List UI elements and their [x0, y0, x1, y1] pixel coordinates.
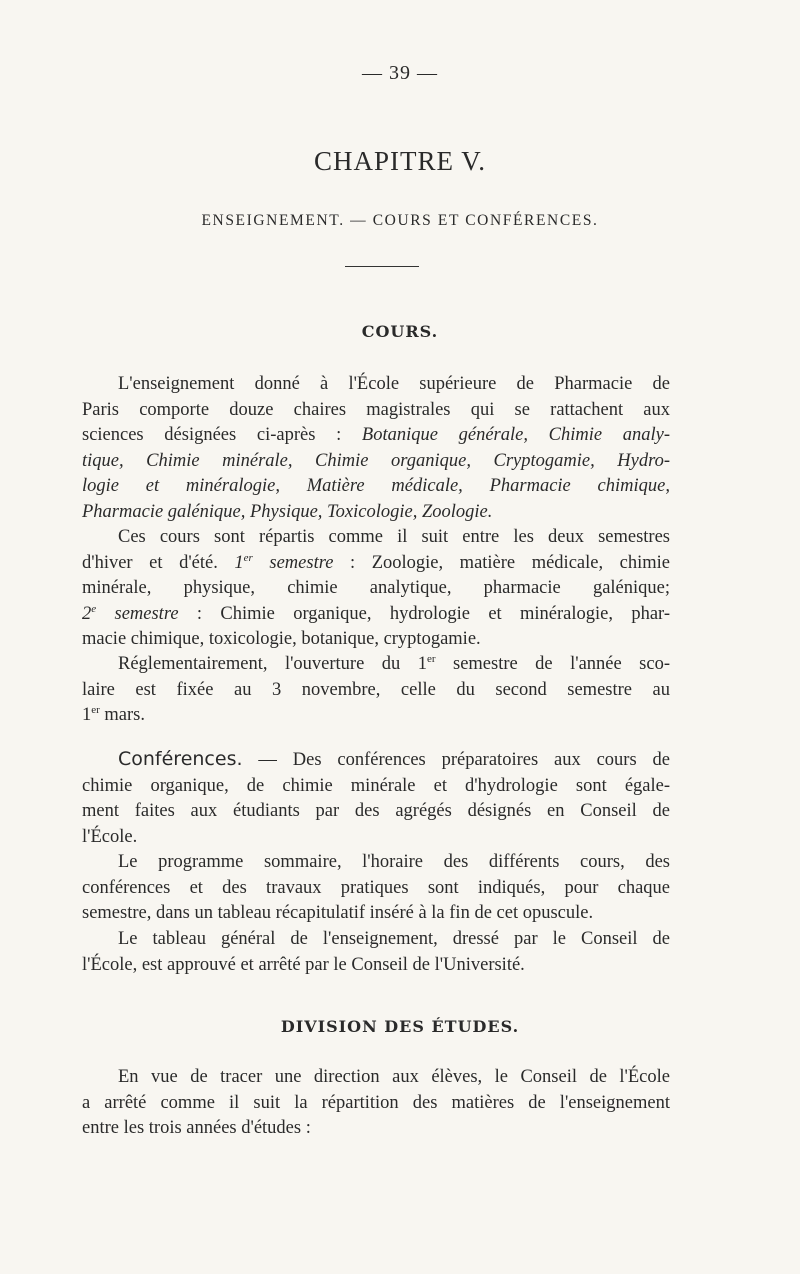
heading-division-des-etudes: DIVISION DES ÉTUDES.: [280, 1017, 520, 1036]
text-line: L'enseignement donné à l'École supérieure de Pharmacie de: [118, 374, 670, 394]
heading-cours: COURS.: [361, 322, 439, 341]
page-number: — 39 —: [362, 62, 438, 84]
text-line: chimie organique, de chimie minérale et d'hydrologie sont égale-: [82, 775, 670, 796]
separator-rule: [345, 266, 419, 267]
chapter-subtitle: ENSEIGNEMENT. — COURS ET CONFÉRENCES.: [201, 212, 599, 229]
text-line: Le tableau général de l'enseignement, dressé par le Conseil de: [118, 929, 670, 949]
chapter-title: CHAPITRE V.: [313, 146, 487, 176]
text-line: logie et minéralogie, Matière médicale, Pharmacie chimique,: [82, 476, 670, 497]
conferences-paragraph-1: [82, 747, 670, 850]
conferences-paragraph-2: [82, 850, 670, 927]
text-line: 2e semestre : Chimie organique, hydrologie et minéralogie, phar-: [82, 602, 671, 624]
heading-conferences: Conférences.: [118, 748, 243, 770]
text-line: a arrêté comme il suit la répartition des matières de l'enseignement: [82, 1092, 670, 1113]
text-line: ment faites aux étudiants par des agrégés désignés en Conseil de: [82, 801, 670, 822]
text-line: Le programme sommaire, l'horaire des différents cours, des: [118, 852, 670, 872]
cours-paragraph-3: [82, 652, 670, 729]
text-line: l'École, est approuvé et arrêté par le Conseil de l'Université.: [82, 954, 525, 975]
text-line: tique, Chimie minérale, Chimie organique, Cryptogamie, Hydro-: [82, 450, 670, 471]
text-line: l'École.: [82, 826, 138, 847]
text-line: d'hiver et d'été. 1er semestre : Zoologie, matière médicale, chimie: [82, 551, 670, 573]
cours-paragraph-2: [82, 525, 670, 653]
text-line: conférences et des travaux pratiques sont indiqués, pour chaque: [82, 877, 670, 898]
text-line: Paris comporte douze chaires magistrales qui se rattachent aux: [82, 399, 670, 420]
text-line: macie chimique, toxicologie, botanique, cryptogamie.: [82, 629, 481, 650]
cours-paragraph-1: [82, 372, 670, 526]
text-line: laire est fixée au 3 novembre, celle du second semestre au: [82, 679, 670, 700]
text-line: sciences désignées ci-après : Botanique générale, Chimie analy-: [82, 425, 671, 446]
text-line: Conférences. — Des conférences préparatoires aux cours de: [118, 748, 670, 770]
conferences-paragraph-3: [82, 927, 670, 978]
division-paragraph-1: [82, 1065, 670, 1142]
text-line: entre les trois années d'études :: [82, 1118, 311, 1139]
text-line: Pharmacie galénique, Physique, Toxicologie, Zoologie.: [82, 501, 493, 522]
text-line: 1er mars.: [82, 704, 146, 726]
text-line: Réglementairement, l'ouverture du 1er semestre de l'année sco-: [118, 653, 670, 674]
text-line: En vue de tracer une direction aux élèves, le Conseil de l'École: [118, 1067, 670, 1087]
text-line: semestre, dans un tableau récapitulatif inséré à la fin de cet opuscule.: [82, 903, 594, 924]
text-line: minérale, physique, chimie analytique, pharmacie galénique;: [82, 578, 670, 599]
text-line: Ces cours sont répartis comme il suit entre les deux semestres: [118, 527, 670, 547]
